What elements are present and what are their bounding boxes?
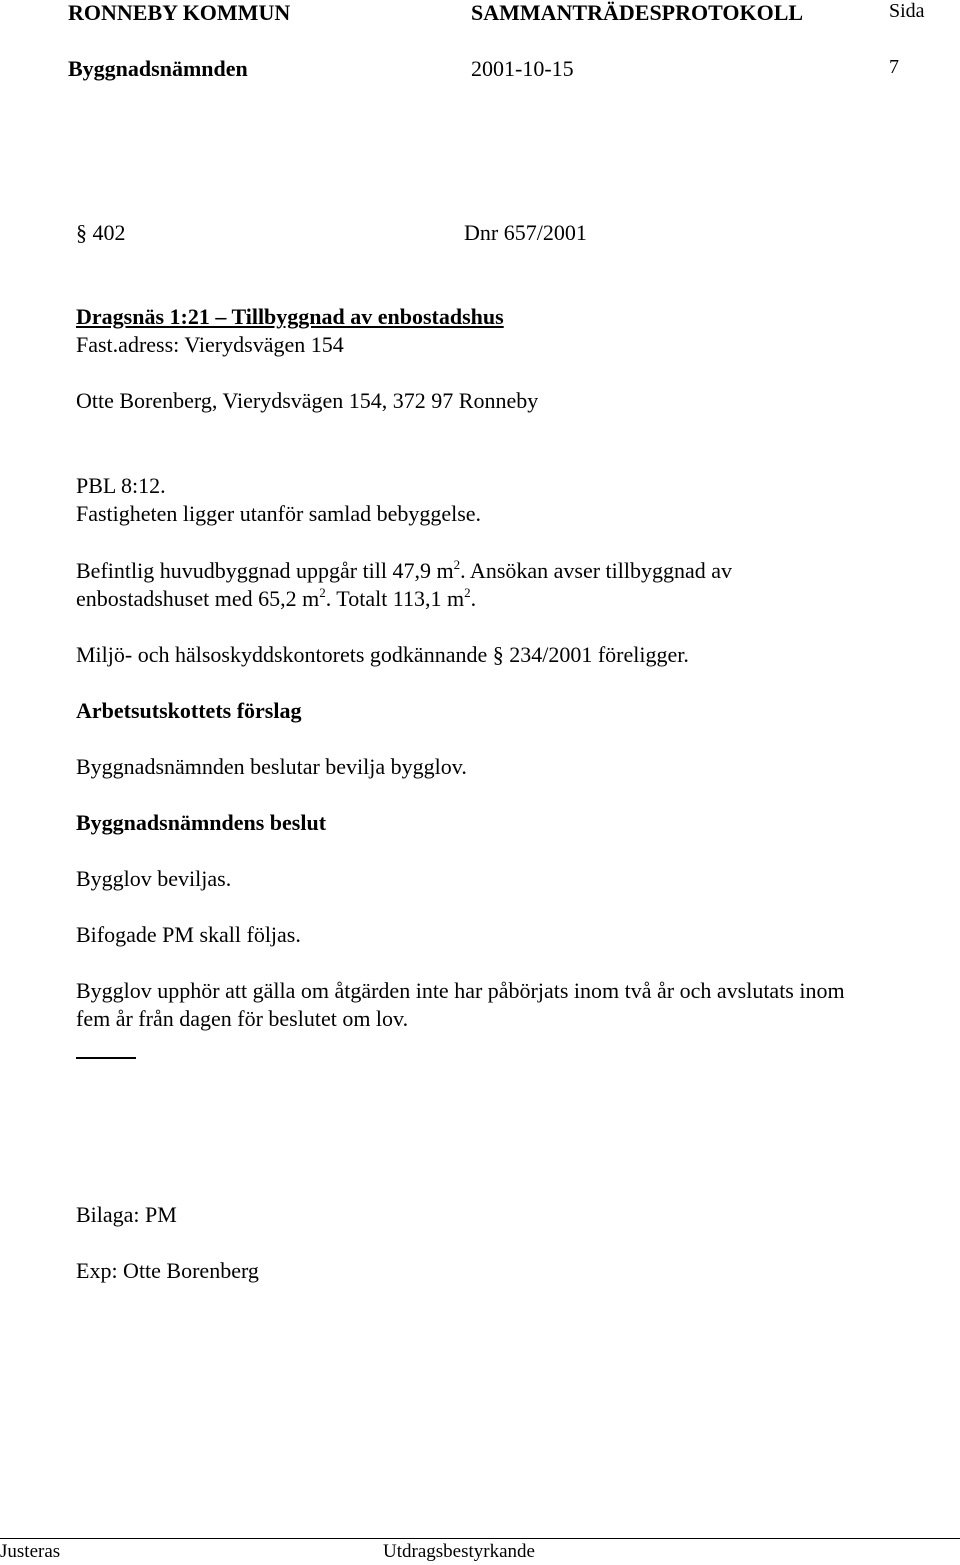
page-number: 7 [889, 56, 899, 78]
decision-line-2: Bifogade PM skall följas. [76, 922, 301, 947]
exponent-2: 2 [319, 585, 326, 600]
organization-name: RONNEBY KOMMUN [68, 0, 291, 25]
decision-line-1: Bygglov beviljas. [76, 866, 232, 891]
proposal-heading: Arbetsutskottets förslag [76, 698, 302, 723]
decision-line-3b: fem år från dagen för beslutet om lov. [76, 1006, 409, 1031]
law-reference: PBL 8:12. [76, 473, 166, 498]
area-line-2 [76, 585, 476, 613]
location-note: Fastigheten ligger utanför samlad bebyggelse. [76, 501, 482, 526]
approval-symbol: § [492, 642, 504, 667]
meeting-date: 2001-10-15 [471, 56, 574, 81]
registration-number: Dnr 657/2001 [464, 220, 587, 245]
approval-text-after: 234/2001 föreligger. [509, 642, 689, 667]
approval-line [76, 641, 689, 669]
section-number: 402 [92, 220, 126, 245]
property-address: Fast.adress: Vierydsvägen 154 [76, 332, 344, 357]
existing-area-text: Befintlig huvudbyggnad uppgår till 47,9 m [76, 558, 454, 583]
document-type: SAMMANTRÄDESPROTOKOLL [471, 0, 804, 25]
dispatch: Exp: Otte Borenberg [76, 1258, 259, 1283]
applicant: Otte Borenberg, Vierydsvägen 154, 372 97 Ronneby [76, 388, 539, 413]
approval-text-before: Miljö- och hälsoskyddskontorets godkännande [76, 642, 488, 667]
section-line [76, 219, 126, 247]
footer-extract-certified: Utdragsbestyrkande [383, 1541, 535, 1562]
proposal-text: Byggnadsnämnden beslutar bevilja bygglov. [76, 754, 467, 779]
decision-heading: Byggnadsnämndens beslut [76, 810, 327, 835]
attachment: Bilaga: PM [76, 1202, 177, 1227]
case-title: Dragsnäs 1:21 – Tillbyggnad av enbostadshus [76, 304, 504, 329]
committee-name: Byggnadsnämnden [68, 56, 248, 81]
total-text: . Totalt 113,1 m [325, 586, 465, 611]
separator-rule [76, 1057, 136, 1059]
footer-rule [0, 1538, 960, 1539]
exponent-3: 2 [464, 585, 471, 600]
page-label: Sida [889, 0, 925, 22]
existing-area-suffix: . Ansökan avser tillbyggnad av [460, 558, 733, 583]
extension-text: enbostadshuset med 65,2 m [76, 586, 320, 611]
decision-line-3a: Bygglov upphör att gälla om åtgärden inte har påbörjats inom två år och avslutats inom [76, 978, 845, 1003]
section-symbol: § [76, 220, 87, 245]
total-suffix: . [470, 586, 477, 611]
footer-justeras: Justeras [0, 1541, 61, 1562]
area-line-1 [76, 557, 732, 585]
exponent-1: 2 [453, 557, 461, 572]
